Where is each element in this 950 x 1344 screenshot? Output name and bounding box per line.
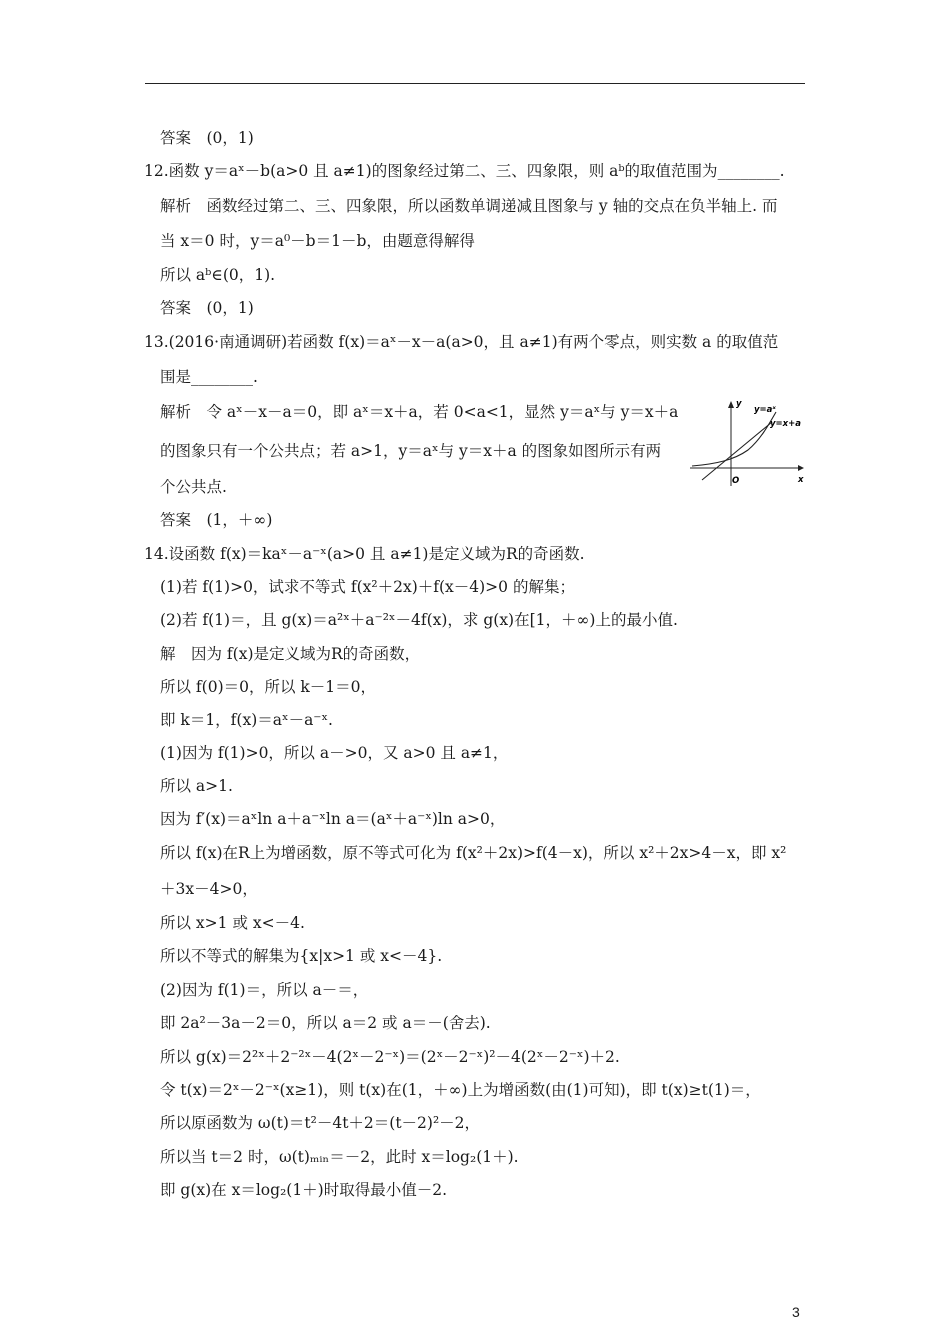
curve-line-label: y=x+a [770,419,802,429]
origin-label: O [732,476,740,486]
text-line: 解析 令 aˣ－x－a＝0，即 aˣ＝x＋a，若 0<a<1，显然 y＝aˣ与 y＝x＋a [160,403,679,421]
text-line: 即 g(x)在 x＝log₂(1＋)时取得最小值－2. [160,1181,448,1199]
curve-exp-label: y=aˣ [754,405,776,415]
header-rule [145,83,805,84]
text-line: 因为 f′(x)＝aˣln a＋a⁻ˣln a＝(aˣ＋a⁻ˣ)ln a>0， [160,810,506,828]
text-line: 所以 g(x)＝2²ˣ＋2⁻²ˣ－4(2ˣ－2⁻ˣ)＝(2ˣ－2⁻ˣ)²－4(2ˣ－2⁻ˣ)＋2. [160,1048,620,1066]
text-line: 围是________. [160,368,258,386]
text-line: 所以原函数为 ω(t)＝t²－4t＋2＝(t－2)²－2， [160,1114,481,1132]
text-line: 令 t(x)＝2ˣ－2⁻ˣ(x≥1)，则 t(x)在(1，＋∞)上为增函数(由(1)可知)，即 t(x)≥t(1)＝， [160,1081,761,1099]
text-line: 所以 f(x)在R上为增函数，原不等式可化为 f(x²＋2x)>f(4－x)，所以 x²＋2x>4－x，即 x² [160,844,787,862]
x-axis-arrow-icon [798,465,804,471]
text-line: 即 2a²－3a－2＝0，所以 a＝2 或 a＝－(舍去). [160,1014,491,1032]
text-line: 所以 f(0)＝0，所以 k－1＝0， [160,678,377,696]
text-line: (2)若 f(1)＝，且 g(x)＝a²ˣ＋a⁻²ˣ－4f(x)，求 g(x)在[1，＋∞)上的最小值. [160,611,678,629]
text-line: 12.函数 y＝aˣ－b(a>0 且 a≠1)的图象经过第二、三、四象限，则 aᵇ的取值范围为________. [144,162,785,180]
function-graph-figure [686,398,810,488]
axis-y-label: y [736,399,742,409]
text-line: 13.(2016·南通调研)若函数 f(x)＝aˣ－x－a(a>0，且 a≠1)有两个零点，则实数 a 的取值范 [144,333,779,351]
text-line: 所以 aᵇ∈(0，1). [160,266,276,284]
text-line: 即 k＝1，f(x)＝aˣ－a⁻ˣ. [160,711,333,729]
text-line: 所以 x>1 或 x<－4. [160,914,305,932]
exponential-curve [692,412,776,466]
text-line: 所以不等式的解集为{x|x>1 或 x<－4}. [160,947,443,965]
text-line: ＋3x－4>0， [160,880,258,898]
text-line: 所以当 t＝2 时，ω(t)ₘᵢₙ＝－2，此时 x＝log₂(1＋). [160,1148,519,1166]
page-number: 3 [792,1304,800,1320]
text-line: 答案 (1，＋∞) [160,511,273,529]
axis-x-label: x [798,475,804,485]
text-line: 解析 函数经过第二、三、四象限，所以函数单调递减且图象与 y 轴的交点在负半轴上. 而 [160,197,778,215]
text-line: 14.设函数 f(x)＝kaˣ－a⁻ˣ(a>0 且 a≠1)是定义域为R的奇函数. [144,545,585,563]
y-axis-arrow-icon [728,401,734,408]
text-line: (1)若 f(1)>0，试求不等式 f(x²＋2x)＋f(x－4)>0 的解集； [160,578,575,596]
text-line: 当 x＝0 时，y＝a⁰－b＝1－b，由题意得解得 [160,232,475,250]
text-line: 所以 a>1. [160,777,233,795]
text-line: 解 因为 f(x)是定义域为R的奇函数， [160,645,421,663]
text-line: 的图象只有一个公共点；若 a>1，y＝aˣ与 y＝x＋a 的图象如图所示有两 [160,442,662,460]
linear-line [702,422,772,480]
text-line: (2)因为 f(1)＝，所以 a－＝， [160,981,369,999]
text-line: 答案 (0，1) [160,129,254,147]
text-line: 个公共点. [160,478,227,496]
text-line: (1)因为 f(1)>0，所以 a－>0，又 a>0 且 a≠1， [160,744,509,762]
text-line: 答案 (0，1) [160,299,254,317]
